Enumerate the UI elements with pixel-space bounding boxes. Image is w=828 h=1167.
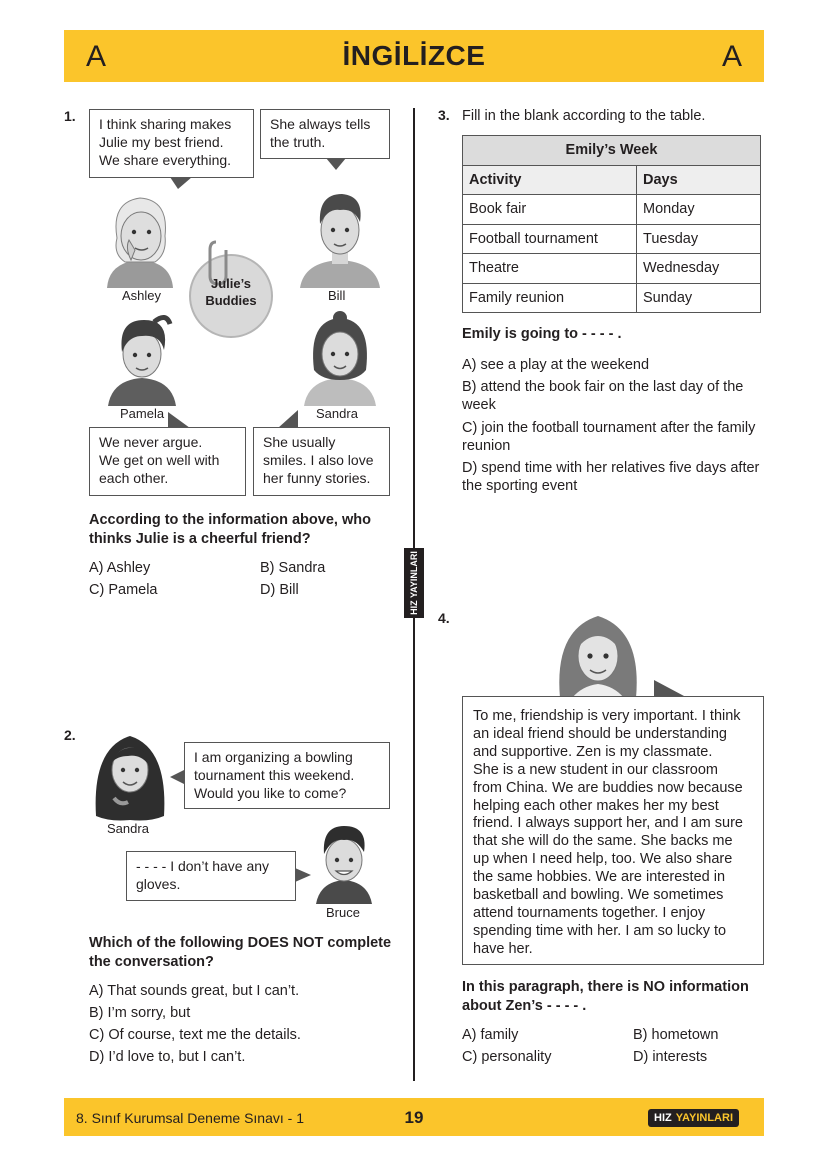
question-3-number: 3.: [438, 107, 450, 123]
q1-option-d[interactable]: D) Bill: [260, 582, 299, 598]
side-logo: HIZ YAYINLARI: [404, 548, 424, 618]
bill-speech-bubble: [260, 109, 390, 159]
pamela-portrait: [104, 312, 180, 406]
bubble-tail: [654, 680, 684, 696]
ashley-name: Ashley: [122, 288, 162, 303]
ashley-portrait: [95, 190, 185, 288]
paragraph-line: She is a new student in our classroom: [473, 761, 719, 778]
question-line: thinks Julie is a cheerful friend?: [89, 531, 311, 547]
sandra-q2-name: Sandra: [107, 821, 149, 836]
option-line: the sporting event: [462, 478, 578, 494]
emilys-week-table: [462, 135, 761, 313]
option-line: week: [462, 397, 496, 413]
paragraph-line: and supportive. Zen is my classmate.: [473, 743, 713, 760]
bubble-tail: [168, 412, 190, 428]
bill-portrait: [294, 188, 386, 288]
paragraph-line: an ideal friend should be understanding: [473, 725, 727, 742]
sandra-speech-bubble: [253, 427, 390, 496]
table-header-activity: Activity: [463, 165, 637, 195]
bubble-line: tournament this weekend.: [194, 767, 355, 783]
q2-option-a[interactable]: A) That sounds great, but I can’t.: [89, 983, 300, 999]
question-2-number: 2.: [64, 727, 76, 743]
table-cell: Tuesday: [637, 224, 761, 254]
bubble-tail: [170, 177, 192, 189]
bubble-line: We get on well with: [99, 452, 220, 468]
paragraph-line: the same hobbies. We are interested in: [473, 869, 726, 886]
table-cell: Theatre: [463, 254, 637, 284]
question-4-text: [462, 978, 766, 1016]
bubble-line: smiles. I also love: [263, 452, 374, 468]
table-title: Emily’s Week: [463, 136, 761, 166]
q4-option-a[interactable]: A) family: [462, 1027, 519, 1043]
q1-option-b[interactable]: B) Sandra: [260, 560, 326, 576]
bubble-line: - - - - I don’t have any: [136, 858, 270, 874]
q3-option-a[interactable]: [462, 356, 766, 374]
page-title: İNGİLİZCE: [342, 40, 486, 71]
q2-option-c[interactable]: C) Of course, text me the details.: [89, 1027, 301, 1043]
pamela-name: Pamela: [120, 406, 165, 421]
paragraph-line: basketball and bowling. We sometimes: [473, 887, 724, 904]
paragraph-line: helping each other makes her my best: [473, 797, 719, 814]
header-letter-left: A: [86, 40, 107, 73]
bubble-line: I think sharing makes: [99, 116, 232, 132]
bill-name: Bill: [328, 288, 346, 303]
bubble-line: Would you like to come?: [194, 785, 347, 801]
page-number: 19: [404, 1108, 424, 1127]
question-line: According to the information above, who: [89, 512, 371, 528]
table-cell: Sunday: [637, 283, 761, 313]
q4-option-b[interactable]: B) hometown: [633, 1027, 719, 1043]
option-line: A) see a play at the weekend: [462, 357, 650, 373]
q3-option-d[interactable]: [462, 459, 766, 495]
paragraph-line: friend. I always support her, and I am sure: [473, 815, 743, 832]
bubble-tail: [170, 770, 184, 784]
bruce-portrait: [312, 822, 376, 904]
bubble-tail: [278, 410, 298, 428]
julies-buddies-badge: [188, 275, 274, 309]
table-row: [463, 195, 761, 225]
sandra-q2-speech-bubble: [184, 742, 390, 809]
bubble-line: She always tells: [270, 116, 371, 132]
table-cell: Football tournament: [463, 224, 637, 254]
option-line: D) spend time with her relatives five days after: [462, 460, 760, 476]
bubble-tail: [326, 158, 346, 170]
bubble-line: I am organizing a bowling: [194, 749, 353, 765]
option-line: C) join the football tournament after the family: [462, 420, 756, 436]
paragraph-line: spending time with her. I am so lucky to: [473, 922, 727, 939]
table-header-days: Days: [637, 165, 761, 195]
badge-line: Buddies: [205, 293, 257, 308]
option-line: B) attend the book fair on the last day of the: [462, 379, 744, 395]
q4-option-d[interactable]: D) interests: [633, 1049, 708, 1065]
bruce-name: Bruce: [326, 905, 360, 920]
table-row: [463, 254, 761, 284]
bubble-line: We share everything.: [99, 152, 232, 168]
pamela-speech-bubble: [89, 427, 246, 496]
q3-option-b[interactable]: [462, 378, 766, 414]
bubble-line: Julie my best friend.: [99, 134, 224, 150]
q2-option-b[interactable]: B) I’m sorry, but: [89, 1005, 191, 1021]
question-4-number: 4.: [438, 610, 450, 626]
friendship-paragraph: [462, 696, 764, 965]
paragraph-line: To me, friendship is very important. I think: [473, 708, 741, 724]
sandra-portrait: [298, 310, 382, 406]
bubble-line: each other.: [99, 470, 169, 486]
question-1-number: 1.: [64, 108, 76, 124]
sandra-q2-portrait: [90, 728, 170, 822]
paragraph-line: up when I need help, too. We also share: [473, 851, 733, 868]
paragraph-line: attend tournaments together. I enjoy: [473, 904, 706, 921]
footer-logo: HIZ YAYINLARI: [648, 1109, 739, 1127]
question-3-instruction: Fill in the blank according to the table.: [462, 108, 706, 124]
question-line: about Zen’s - - - - .: [462, 998, 587, 1014]
bubble-line: the truth.: [270, 134, 326, 150]
table-cell: Wednesday: [637, 254, 761, 284]
table-row: [463, 224, 761, 254]
question-line: In this paragraph, there is NO information: [462, 979, 749, 995]
paragraph-line: have her.: [473, 940, 533, 957]
bruce-speech-bubble: [126, 851, 296, 901]
header-letter-right: A: [722, 40, 743, 73]
sandra-name: Sandra: [316, 406, 358, 421]
option-line: reunion: [462, 438, 511, 454]
question-3-text: Emily is going to - - - - .: [462, 326, 622, 342]
badge-line: Julie’s: [211, 276, 251, 291]
bubble-line: She usually: [263, 434, 336, 450]
narrator-portrait: [548, 610, 648, 698]
footer-exam-name: 8. Sınıf Kurumsal Deneme Sınavı - 1: [76, 1110, 304, 1126]
question-line: Which of the following DOES NOT complete: [89, 935, 392, 951]
table-row: [463, 283, 761, 313]
q4-option-c[interactable]: C) personality: [462, 1049, 552, 1065]
table-cell: Family reunion: [463, 283, 637, 313]
q2-option-d[interactable]: D) I’d love to, but I can’t.: [89, 1049, 246, 1065]
q1-option-c[interactable]: C) Pamela: [89, 582, 158, 598]
question-1-text: [89, 511, 404, 549]
bubble-line: her funny stories.: [263, 470, 371, 486]
bubble-line: gloves.: [136, 876, 181, 892]
question-line: the conversation?: [89, 954, 214, 970]
q3-option-c[interactable]: [462, 419, 766, 455]
paragraph-line: that she will do the same. She backs me: [473, 833, 733, 850]
paragraph-line: from China. We are buddies now because: [473, 779, 743, 796]
bubble-line: We never argue.: [99, 434, 203, 450]
table-cell: Book fair: [463, 195, 637, 225]
ashley-speech-bubble: [89, 109, 254, 178]
table-cell: Monday: [637, 195, 761, 225]
bubble-tail: [295, 868, 311, 882]
q1-option-a[interactable]: A) Ashley: [89, 560, 151, 576]
question-2-text: [89, 934, 404, 972]
